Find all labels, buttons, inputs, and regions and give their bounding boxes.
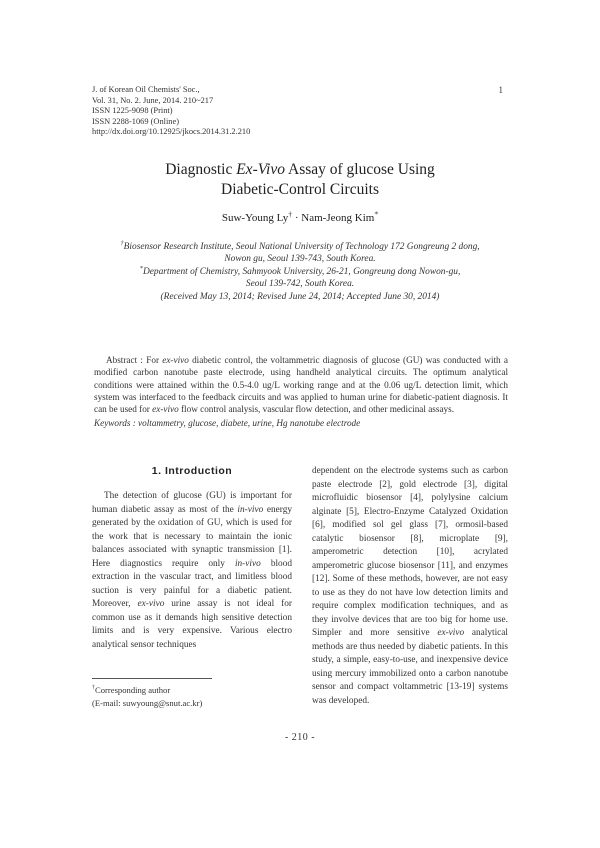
body-text: The detection of glucose (GU) is important for human diabetic assay as most of the	[92, 491, 292, 515]
author-list	[0, 209, 600, 224]
affil-2-line-1: Department of Chemistry, Sahmyook University, 26-21, Gongreung dong Nowon-gu,	[142, 266, 461, 277]
issn-online: ISSN 2288-1069 (Online)	[92, 116, 180, 126]
affil-2-line-2: Seoul 139-742, South Korea.	[245, 279, 355, 290]
footnote-email: (E-mail: suwyoung@snut.ac.kr)	[92, 697, 203, 708]
received-dates: (Received May 13, 2014; Revised June 24, 2014; Accepted June 30, 2014)	[160, 291, 440, 302]
body-text: energy generated by the oxidation of GU, which is used for the work that is necessary to maintain the ionic balances associated with synaptic transmission [1]. Here diagnostics require only	[92, 504, 293, 569]
author-1: Suw-Young Ly	[221, 212, 289, 224]
affil-2-mark: *	[139, 264, 143, 272]
title-line-2: Diabetic-Control Circuits	[221, 181, 379, 198]
affil-1-mark: †	[120, 239, 124, 247]
abstract-text: For	[146, 355, 163, 365]
abstract-italic: ex-vivo	[152, 404, 179, 415]
footnote	[92, 684, 202, 709]
abstract-italic: ex-vivo	[162, 355, 189, 365]
author-2-mark: *	[374, 209, 379, 219]
body-text: urine assay is not ideal for common use as it demands high sensitive detection limits and is very expensive. Various electro analytical sensor techniques	[92, 599, 292, 650]
intro-right-column	[312, 465, 508, 708]
author-2: Nam-Jeong Kim	[301, 212, 375, 224]
body-italic: ex-vivo	[437, 628, 465, 638]
author-1-mark: †	[288, 209, 293, 219]
intro-left-column	[92, 490, 292, 652]
body-italic: in-vivo	[237, 504, 264, 515]
header-page-number: 1	[498, 85, 503, 95]
abstract-label: Abstract :	[106, 355, 147, 365]
abstract	[94, 354, 508, 415]
affil-1-line-2: Nowon gu, Seoul 139-743, South Korea.	[224, 254, 376, 265]
issn-print: ISSN 1225-9098 (Print)	[92, 106, 173, 116]
doi-link[interactable]: http://dx.doi.org/10.12925/jkocs.2014.31.2.210	[92, 127, 251, 137]
title-text-1: Diagnostic	[165, 161, 237, 178]
paper-title	[0, 160, 600, 200]
abstract-text: flow control analysis, vascular flow detection, and other medicinal assays.	[178, 404, 454, 415]
affiliations	[0, 241, 600, 303]
section-heading: 1. Introduction	[151, 465, 233, 477]
body-text: dependent on the electrode systems such as carbon paste electrode [2], gold electrode [3], digital microfluidic biosensor [4], polylysine calcium alginate [5], Electro-Enzyme Catalyzed Oxidation [6], modified sol gel glass [7], ormosil-based catalytic biosensor [8], microplate [9], amperometric detection [10], acrylated amperometric glucose biosensor [11], and enzymes [12]. Some of these methods, however, are not easy to use as they do not have low detection limits and require complex modification techniques, and as they involve devices that are too big for home use. Simpler and more sensitive	[312, 466, 508, 638]
body-italic: in-vivo	[234, 558, 261, 569]
body-italic: ex-vivo	[137, 599, 165, 609]
journal-volume: Vol. 31, No. 2. June, 2014. 210~217	[92, 95, 214, 105]
body-text: blood extraction in the vascular tract, and limitless blood suction is very painful for a diabetic patient. Moreover,	[92, 558, 292, 609]
keywords: Keywords : voltammetry, glucose, diabete, urine, Hg nanotube electrode	[94, 418, 361, 428]
footnote-divider	[92, 678, 212, 679]
footnote-line-1: Corresponding author	[95, 685, 171, 695]
author-separator: ·	[292, 212, 302, 224]
footnote-mark: †	[92, 685, 96, 692]
title-italic: Ex-Vivo	[236, 161, 285, 178]
body-text: analytical methods are thus needed by diabetic patients. In this study, a simple, easy-to-use, and inexpensive device using mercury immobilized onto a carbon nanotube sensor and compact voltammetric [13-19] systems was developed.	[312, 628, 508, 706]
affil-1-line-1: Biosensor Research Institute, Seoul National University of Technology 172 Gongreung 2 dong,	[123, 242, 480, 252]
abstract-text: diabetic control, the voltammetric diagnosis of glucose (GU) was conducted with a modified carbon nanotube paste electrode, using handheld analytical circuits. The optimum analytical conditions were attained within the 0.5-4.0 ug/L working range and at the 0.06 ug/L detection limit, which system was interfaced to the feedback circuits and was applied to human urine for diabetic-patient diagnosis. It can be used for	[94, 355, 508, 415]
journal-header	[92, 85, 250, 138]
journal-citation: J. of Korean Oil Chemists' Soc.,	[92, 85, 200, 94]
page-folio: - 210 -	[284, 732, 316, 743]
title-text-2: Assay of glucose Using	[284, 161, 435, 178]
